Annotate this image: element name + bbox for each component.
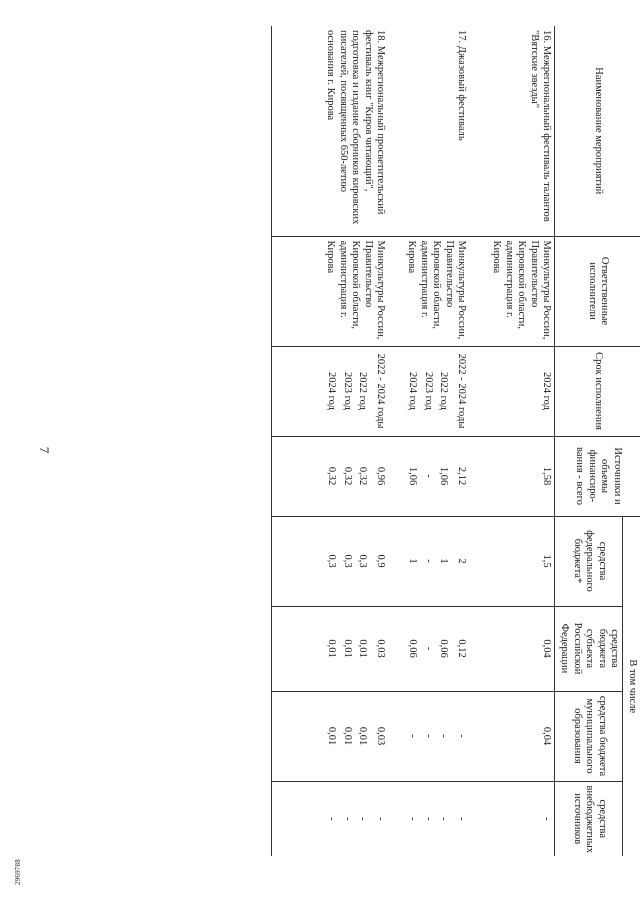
row-name: Джазовый фестиваль <box>456 45 468 141</box>
row-municipal: - <box>418 691 434 781</box>
row-subject: 0,06 <box>434 606 450 691</box>
row-responsible: Минкультуры России, Правительство Кировской области, администрация г. Кирова <box>403 236 470 346</box>
row-extra: - <box>434 781 450 856</box>
row-municipal: 0,01 <box>337 691 353 781</box>
row-subject: 0,01 <box>322 606 338 691</box>
row-total: - <box>418 436 434 516</box>
page-number: 7 <box>37 446 52 454</box>
row-name-cell <box>403 26 470 236</box>
financing-table <box>271 26 640 856</box>
row-subject: 0,03 <box>368 606 388 691</box>
row-municipal: - <box>449 691 469 781</box>
row-extra: - <box>337 781 353 856</box>
row-name: Межрегиональный просветительский фестиваль книг "Киров читающий", подготовка и издание сборников кировских писателей, посвященных 650-летию основания г. Кирова <box>325 30 387 225</box>
row-term: 2022 - 2024 годы <box>368 346 388 436</box>
row-total: 1,58 <box>487 436 554 516</box>
header-group: В том числе <box>623 516 640 856</box>
row-name-cell <box>322 26 389 236</box>
row-federal: 0,3 <box>322 516 338 606</box>
row-term: 2023 год <box>418 346 434 436</box>
row-total: 0,32 <box>353 436 369 516</box>
row-federal: 0,9 <box>368 516 388 606</box>
row-total: 0,32 <box>322 436 338 516</box>
row-subject: - <box>418 606 434 691</box>
row-subject: 0,04 <box>487 606 554 691</box>
row-federal: 2 <box>449 516 469 606</box>
rotated-page <box>70 26 640 866</box>
row-subject: 0,01 <box>337 606 353 691</box>
header-federal: средства федерального бюджета* <box>555 516 623 606</box>
document-code: 2969788 <box>14 859 22 885</box>
table-body <box>271 26 555 856</box>
table-row <box>449 26 469 856</box>
table-row <box>487 26 554 856</box>
row-municipal: 0,04 <box>487 691 554 781</box>
row-municipal: 0,01 <box>322 691 338 781</box>
row-federal: 1 <box>403 516 419 606</box>
row-total: 2,12 <box>449 436 469 516</box>
row-responsible: Минкультуры России, Правительство Кировской области, администрация г. Кирова <box>322 236 389 346</box>
row-extra: - <box>449 781 469 856</box>
row-subject: 0,06 <box>403 606 419 691</box>
row-extra: - <box>353 781 369 856</box>
row-municipal: - <box>403 691 419 781</box>
header-responsible: Ответственные исполнители <box>555 236 640 346</box>
row-number: 17. <box>456 30 468 44</box>
header-subject: средства бюджета субъекта Российской Федерации <box>555 606 623 691</box>
row-term: 2024 год <box>487 346 554 436</box>
table-row <box>368 26 388 856</box>
row-responsible: Минкультуры России, Правительство Кировской области, администрация г. Кирова <box>487 236 554 346</box>
row-name-cell <box>487 26 554 236</box>
header-municipal: средства бюджета муниципального образования <box>555 691 623 781</box>
header-total: Источники и объемы финансиро-вания - всего <box>555 436 640 516</box>
row-term: 2022 год <box>353 346 369 436</box>
row-municipal: - <box>434 691 450 781</box>
row-number: 16. <box>541 30 553 44</box>
row-term: 2022 год <box>434 346 450 436</box>
header-term: Срок исполнения <box>555 346 640 436</box>
row-term: 2023 год <box>337 346 353 436</box>
row-federal: 0,3 <box>353 516 369 606</box>
header-extra: средства внебюджетных источников <box>555 781 623 856</box>
row-term: 2024 год <box>322 346 338 436</box>
row-municipal: 0,03 <box>368 691 388 781</box>
row-federal: 1 <box>434 516 450 606</box>
row-extra: - <box>403 781 419 856</box>
row-name: Межрегиональный фестиваль талантов "Вятские звезды" <box>528 30 553 222</box>
row-total: 1,06 <box>434 436 450 516</box>
header-name: Наименование мероприятий <box>555 26 640 236</box>
row-subject: 0,01 <box>353 606 369 691</box>
row-subject: 0,12 <box>449 606 469 691</box>
row-term: 2022 - 2024 годы <box>449 346 469 436</box>
row-federal: 1,5 <box>487 516 554 606</box>
table-header <box>555 26 640 856</box>
row-federal: - <box>418 516 434 606</box>
row-total: 1,06 <box>403 436 419 516</box>
row-extra: - <box>322 781 338 856</box>
row-total: 0,96 <box>368 436 388 516</box>
row-municipal: 0,01 <box>353 691 369 781</box>
row-extra: - <box>418 781 434 856</box>
row-extra: - <box>487 781 554 856</box>
row-term: 2024 год <box>403 346 419 436</box>
row-total: 0,32 <box>337 436 353 516</box>
row-extra: - <box>368 781 388 856</box>
row-number: 18. <box>375 30 387 44</box>
row-federal: 0,3 <box>337 516 353 606</box>
